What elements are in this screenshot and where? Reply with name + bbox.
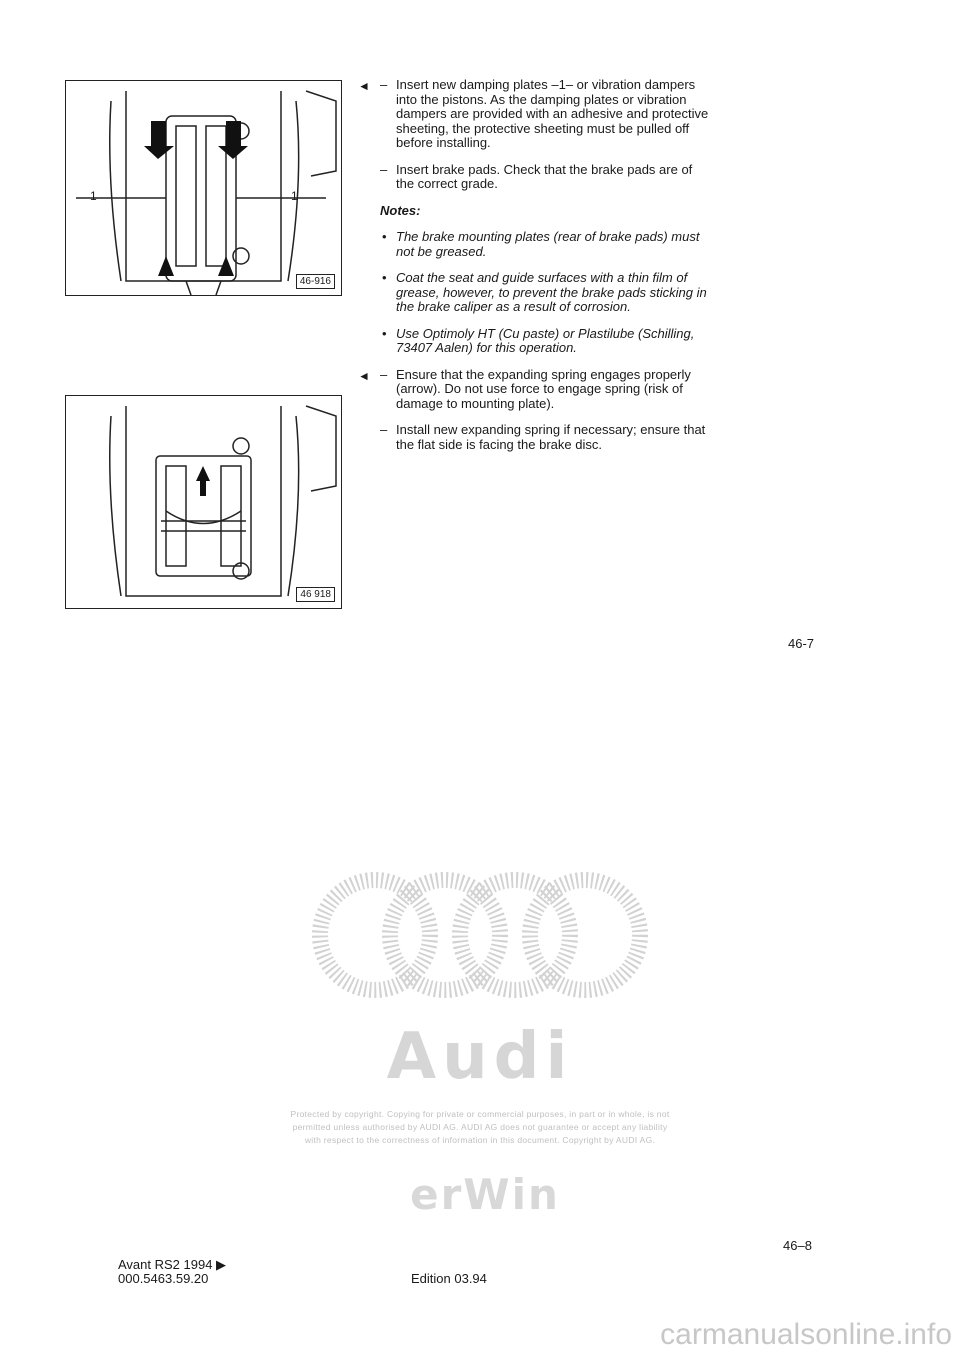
- note-text: The brake mounting plates (rear of brake pads) must not be greased.: [396, 229, 700, 259]
- step-dash: –: [380, 77, 388, 92]
- note-text: Coat the seat and guide surfaces with a thin film of grease, however, to prevent the brake pads sticking in the brake caliper as a result of corrosion.: [396, 270, 707, 314]
- note-text: Use Optimoly HT (Cu paste) or Plastilube (Schilling, 73407 Aalen) for this operation.: [396, 325, 695, 355]
- page-number-bottom: 46–8: [783, 1238, 812, 1253]
- audi-watermark: [290, 865, 670, 1094]
- figure-label: 46-916: [296, 274, 335, 289]
- note-item: [380, 327, 710, 356]
- step-insert-damping-plates: [358, 77, 710, 151]
- figure-reference-arrow-icon: ◄: [358, 368, 370, 383]
- page-number-top: 46-7: [788, 636, 815, 651]
- site-watermark: carmanualsonline.info: [660, 1318, 952, 1351]
- note-item: [380, 230, 710, 259]
- figure-expanding-spring: [65, 395, 342, 609]
- step-insert-brake-pads: [380, 163, 710, 192]
- bullet-icon: •: [382, 270, 387, 285]
- bullet-icon: •: [382, 325, 387, 341]
- brake-caliper-illustration-2: [66, 396, 341, 608]
- step-dash: –: [380, 366, 388, 382]
- callout-label-right: 1: [291, 189, 298, 203]
- brake-caliper-illustration-1: [66, 81, 341, 295]
- figure-brake-caliper-pads: [65, 80, 342, 296]
- footer-code: 000.5463.59.20: [118, 1271, 209, 1286]
- step-text: Insert brake pads. Check that the brake pads are of the correct grade.: [396, 161, 693, 191]
- step-check-expanding-spring: [358, 366, 710, 412]
- footer-model-info: [118, 1258, 226, 1286]
- copyright-notice: Protected by copyright. Copying for private or commercial purposes, in part or in whole, is not permitted unless authorised by AUDI AG. AUDI AG does not guarantee or accept any liability with respect to the correctness of information in this document. Copyright by AUDI AG.: [290, 1109, 670, 1145]
- figure-reference-arrow-icon: ◄: [358, 79, 370, 93]
- step-text: Install new expanding spring if necessary; ensure that the flat side is facing the brake disc.: [396, 422, 706, 452]
- notes-heading: Notes:: [380, 202, 421, 218]
- audi-rings-logo: [290, 865, 670, 1015]
- figure-label: 46 918: [296, 587, 335, 602]
- step-dash: –: [380, 161, 388, 177]
- footer-edition: Edition 03.94: [411, 1271, 487, 1286]
- step-dash: –: [380, 422, 388, 437]
- step-text: Ensure that the expanding spring engages properly (arrow). Do not use force to engage spring (risk of damage to mounting plate).: [396, 366, 691, 411]
- callout-label-left: 1: [90, 189, 97, 203]
- instructions: [358, 77, 710, 464]
- audi-wordmark: Audi: [386, 1020, 574, 1094]
- erwin-logo: erWin: [410, 1170, 560, 1219]
- note-item: [380, 271, 710, 315]
- bullet-icon: •: [382, 229, 387, 244]
- step-install-expanding-spring: [380, 423, 710, 452]
- footer-model: Avant RS2 1994 ▶: [118, 1257, 227, 1272]
- step-text: Insert new damping plates –1– or vibration dampers into the pistons. As the damping plates or vibration dampers are provided with an adhesive and protective sheeting, the protective sheeting must be pulled off before installing.: [396, 77, 709, 150]
